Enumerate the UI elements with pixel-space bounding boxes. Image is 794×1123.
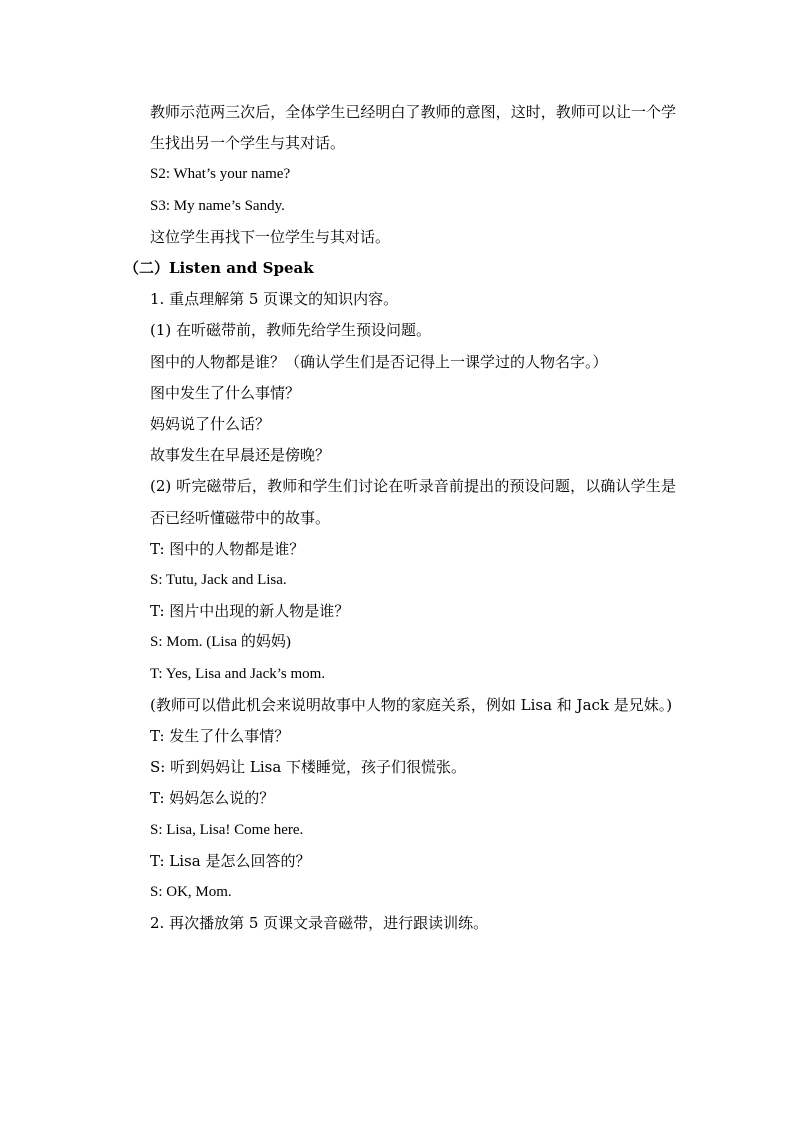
dialogue-s-panic: S: 听到妈妈让 Lisa 下楼睡觉，孩子们很慌张。	[150, 758, 467, 777]
dialogue-t-yes: T: Yes, Lisa and Jack’s mom.	[150, 665, 326, 682]
question-who: 图中的人物都是谁？（确认学生们是否记得上一课学过的人物名字。）	[150, 352, 608, 371]
paragraph-teacher-demo: 教师示范两三次后，全体学生已经明白了教师的意图，这时，教师可以让一个学生找出另一个学生与其对话。	[150, 103, 676, 153]
dialogue-s-mom: S: Mom. (Lisa 的妈妈)	[150, 634, 291, 651]
dialogue-s-ok-mom: S: OK, Mom.	[150, 884, 232, 901]
substep-1: (1) 在听磁带前，教师先给学生预设问题。	[150, 321, 432, 340]
substep-2: (2) 听完磁带后，教师和学生们讨论在听录音前提出的预设问题，以确认学生是否已经听懂磁带中的故事。	[150, 477, 676, 527]
dialogue-s-names: S: Tutu, Jack and Lisa.	[150, 572, 287, 589]
dialogue-t-lisa-answer: T: Lisa 是怎么回答的？	[150, 851, 311, 870]
paragraph-next-student: 这位学生再找下一位学生与其对话。	[150, 227, 391, 246]
question-morning-evening: 故事发生在早晨还是傍晚？	[150, 446, 331, 465]
document-body	[120, 97, 676, 939]
section-heading-listen-speak: （二）Listen and Speak	[124, 259, 314, 278]
dialogue-t-who: T: 图中的人物都是谁？	[150, 539, 305, 558]
question-what-happened: 图中发生了什么事情？	[150, 383, 301, 402]
question-mom-said: 妈妈说了什么话？	[150, 415, 271, 434]
dialogue-t-what-happened: T: 发生了什么事情？	[150, 727, 290, 746]
dialogue-t-mom-said: T: 妈妈怎么说的？	[150, 789, 275, 808]
note-family-relations: (教师可以借此机会来说明故事中人物的家庭关系，例如 Lisa 和 Jack 是兄妹。)	[150, 695, 673, 714]
step-2: 2. 再次播放第 5 页课文录音磁带，进行跟读训练。	[150, 914, 489, 933]
dialogue-s-come-here: S: Lisa, Lisa! Come here.	[150, 821, 304, 838]
step-1: 1. 重点理解第 5 页课文的知识内容。	[150, 290, 399, 309]
dialogue-line-s3: S3: My name’s Sandy.	[150, 197, 285, 214]
dialogue-line-s2: S2: What’s your name?	[150, 166, 291, 183]
dialogue-t-new-person: T: 图片中出现的新人物是谁？	[150, 602, 350, 621]
